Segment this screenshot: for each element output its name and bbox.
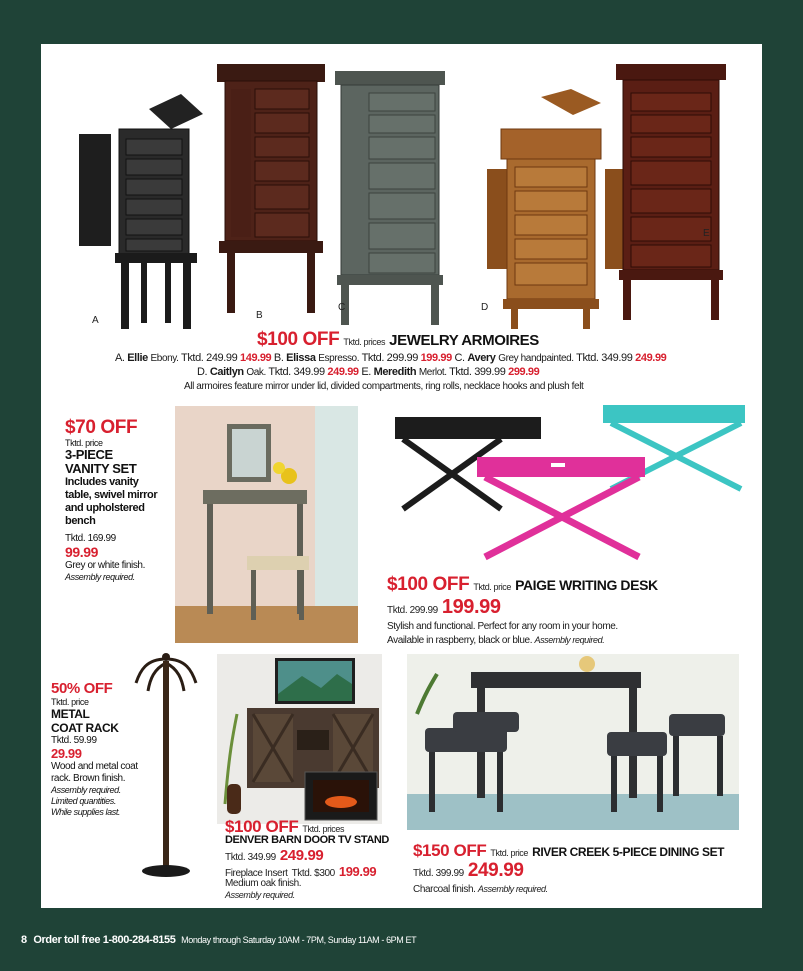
armoires-photo [71, 59, 751, 329]
vanity-title-2: VANITY SET [65, 461, 137, 476]
armoire-letter-c: C [338, 302, 346, 313]
tvstand-assembly: Assembly required. [225, 890, 295, 900]
vanity-desc-4: bench [65, 515, 96, 527]
desk-desc-2-row [387, 635, 604, 646]
dining-tktd: Tktd. 399.99 [413, 868, 464, 879]
armoires-price-line-2: D. Caitlyn Oak. Tktd. 349.99 249.99 E. Meredith Merlot. Tktd. 399.99 299.99 [197, 366, 540, 378]
desk-tktd: Tktd. 299.99 [387, 605, 438, 616]
vanity-desc-1: Includes vanity [65, 476, 139, 488]
armoire-b-image [217, 64, 325, 313]
desk-sale: 199.99 [441, 596, 501, 618]
tvstand-title: DENVER BARN DOOR TV STAND [225, 834, 389, 846]
vanity-assembly: Assembly required. [65, 572, 135, 582]
coatrack-desc-2: rack. Brown finish. [51, 773, 126, 784]
tvstand-finish: Medium oak finish. [225, 878, 302, 889]
armoire-letter-d: D [481, 302, 489, 313]
armoire-e-image [616, 64, 726, 320]
coatrack-photo [126, 649, 206, 889]
tvstand-insert-label: Fireplace Insert [225, 868, 288, 879]
vanity-note: Tktd. price [65, 438, 103, 448]
footer-hours: Monday through Saturday 10AM - 7PM, Sunday 11AM - 6PM ET [181, 935, 417, 945]
coatrack-note-1: Assembly required. [51, 785, 121, 795]
dining-finish-row [413, 884, 548, 895]
desk-title: PAIGE WRITING DESK [515, 577, 658, 593]
coatrack-note-2: Limited quantities. [51, 796, 116, 806]
vanity-title-1: 3-PIECE [65, 447, 113, 462]
dining-prices [413, 860, 524, 882]
coatrack-desc-1: Wood and metal coat [51, 761, 138, 772]
armoires-headline [257, 329, 539, 351]
armoires-title: JEWELRY ARMOIRES [389, 332, 539, 349]
vanity-sale: 99.99 [65, 544, 99, 560]
dining-photo [407, 654, 739, 830]
armoires-note: Tktd. prices [343, 337, 386, 347]
desk-headline [387, 574, 658, 596]
dining-note: Tktd. price [490, 848, 529, 858]
footer [21, 934, 416, 946]
dining-off: $150 OFF [413, 841, 487, 860]
coatrack-off: 50% OFF [51, 680, 113, 697]
armoire-letter-a: A [92, 315, 99, 326]
coatrack-tktd: Tktd. 59.99 [51, 735, 97, 746]
desk-note: Tktd. price [473, 582, 512, 592]
vanity-finish: Grey or white finish. [65, 560, 145, 571]
vanity-desc-2: table, swivel mirror [65, 489, 158, 501]
vanity-tktd: Tktd. 169.99 [65, 533, 116, 544]
dining-assembly: Assembly required. [477, 884, 548, 894]
armoire-a-image [79, 94, 203, 329]
armoire-d-image [487, 89, 625, 329]
coatrack-note-3: While supplies last. [51, 807, 121, 817]
dining-title: RIVER CREEK 5-PIECE DINING SET [532, 845, 725, 859]
tvstand-tktd-1: Tktd. 349.99 [225, 852, 276, 863]
tvstand-note: Tktd. prices [302, 824, 345, 834]
footer-order-phone[interactable]: Order toll free 1-800-284-8155 [33, 934, 176, 946]
desk-assembly: Assembly required. [534, 635, 605, 645]
armoires-feature-note: All armoires feature mirror under lid, divided compartments, ring rolls, necklace hooks and plush felt [184, 381, 584, 392]
tvstand-tktd-2: Tktd. $300 [291, 868, 335, 879]
desk-prices [387, 596, 501, 619]
coatrack-title-2: COAT RACK [51, 721, 119, 735]
vanity-desc-3: and upholstered [65, 502, 145, 514]
desk-photo [381, 399, 762, 579]
armoire-letter-b: B [256, 310, 263, 321]
armoires-price-line-1: A. Ellie Ebony. Tktd. 249.99 149.99 B. Elissa Espresso. Tktd. 299.99 199.99 C. Avery Grey handpainted. Tktd. 349.99 249.99 [115, 352, 667, 364]
footer-page-number: 8 [21, 934, 27, 946]
vanity-copy [65, 418, 185, 583]
coatrack-note: Tktd. price [51, 697, 89, 707]
vanity-off: $70 OFF [65, 417, 138, 438]
armoires-off: $100 OFF [257, 329, 340, 350]
tvstand-sale-1: 249.99 [279, 847, 324, 864]
coatrack-title-1: METAL [51, 707, 90, 721]
catalog-page [41, 44, 762, 908]
tvstand-photo [217, 654, 382, 824]
armoire-letter-e: E [703, 228, 710, 239]
tvstand-off: $100 OFF [225, 817, 299, 836]
tvstand-sale-2: 199.99 [338, 864, 377, 879]
vanity-photo [175, 406, 358, 643]
desk-desc-2: Available in raspberry, black or blue. [387, 635, 533, 646]
armoire-c-image [335, 71, 445, 325]
coatrack-sale: 29.99 [51, 746, 82, 761]
dining-headline [413, 841, 724, 861]
desk-desc-1: Stylish and functional. Perfect for any room in your home. [387, 621, 618, 632]
dining-finish: Charcoal finish. [413, 884, 476, 895]
dining-sale: 249.99 [467, 860, 524, 881]
desk-off: $100 OFF [387, 574, 470, 595]
